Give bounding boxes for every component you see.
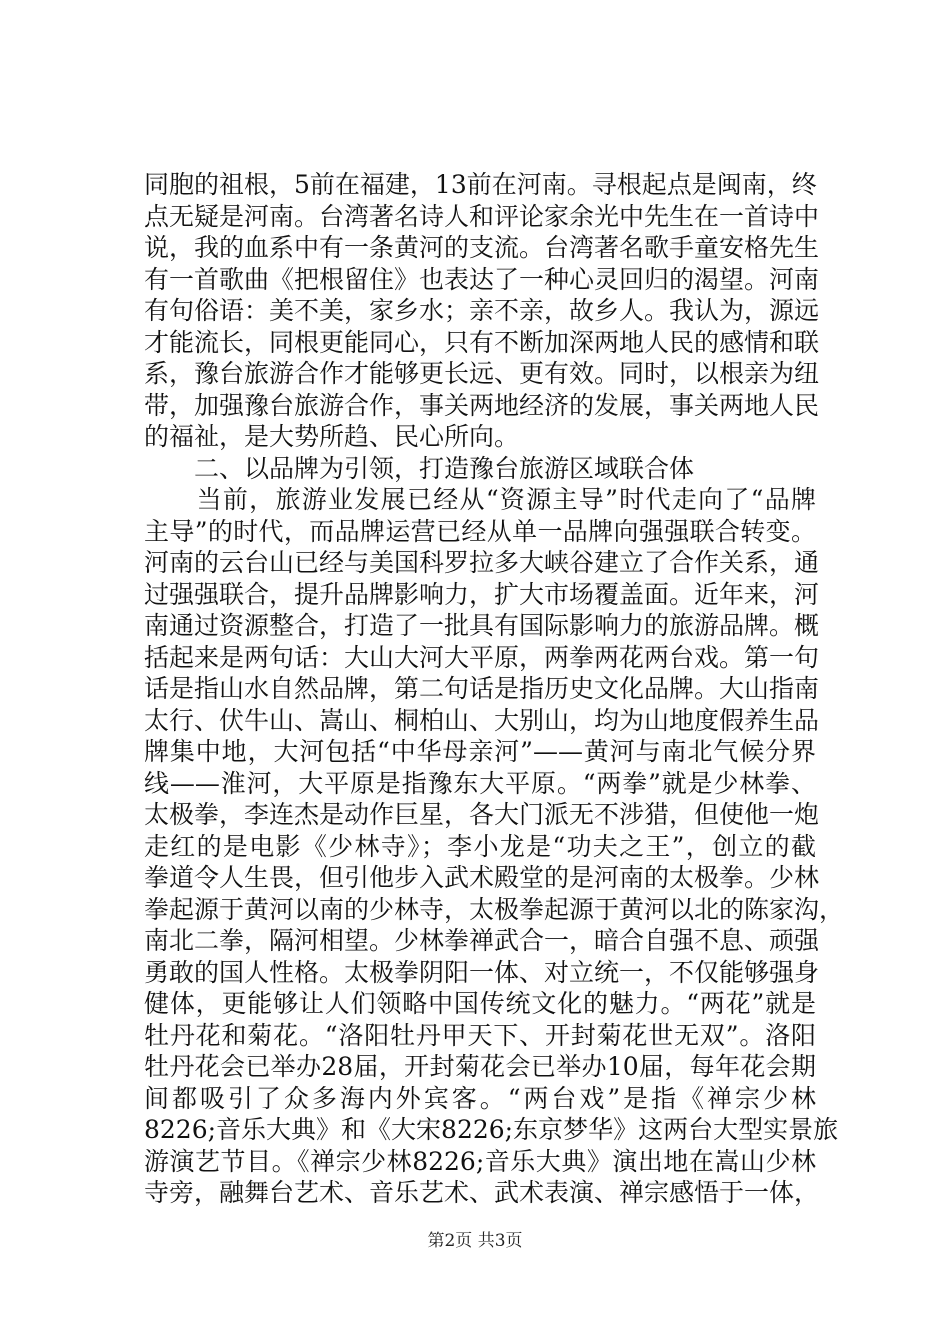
text-line: 寺旁，融舞台艺术、音乐艺术、武术表演、禅宗感悟于一体， [144,1178,820,1207]
text-line: 间都吸引了众多海内外宾客。“两台戏”是指《禅宗少林 [144,1083,816,1113]
text-line: 太行、伏牛山、嵩山、桐柏山、大别山，均为山地度假养生品 [144,705,820,735]
text-line: 河南的云台山已经与美国科罗拉多大峡谷建立了合作关系，通 [144,548,820,577]
text-line: 南通过资源整合，打造了一批具有国际影响力的旅游品牌。概 [144,611,820,640]
text-line: 的福祉，是大势所趋、民心所向。 [144,422,520,451]
text-line: 过强强联合，提升品牌影响力，扩大市场覆盖面。近年来，河 [144,579,820,609]
text-line: 线——淮河，大平原是指豫东大平原。“两拳”就是少林拳、 [144,768,816,798]
text-line: 主导”的时代，而品牌运营已经从单一品牌向强强联合转变。 [144,516,816,546]
text-line: 拳起源于黄河以南的少林寺，太极拳起源于黄河以北的陈家沟， [144,894,845,924]
text-line: 拳道令人生畏，但引他步入武术殿堂的是河南的太极拳。少林 [144,863,820,892]
text-line: 有一首歌曲《把根留住》也表达了一种心灵回归的渴望。河南 [144,264,820,294]
text-line: 8226;音乐大典》和《大宋8226;东京梦华》这两台大型实景旅 [144,1115,839,1144]
text-line: 带，加强豫台旅游合作，事关两地经济的发展，事关两地人民 [144,390,820,420]
text-line: 牌集中地，大河包括“中华母亲河”——黄河与南北气候分界 [144,737,816,766]
text-line: 南北二拳，隔河相望。少林拳禅武合一，暗合自强不息、顽强 [144,926,820,955]
text-line: 走红的是电影《少林寺》；李小龙是“功夫之王”，创立的截 [144,831,816,861]
text-line: 二、以品牌为引领，打造豫台旅游区域联合体 [144,453,695,483]
text-line: 系，豫台旅游合作才能够更长远、更有效。同时，以根亲为纽 [144,359,820,388]
text-line: 游演艺节目。《禅宗少林8226;音乐大典》演出地在嵩山少林 [144,1146,816,1176]
text-line: 牡丹花会已举办28届，开封菊花会已举办10届，每年花会期 [144,1052,816,1081]
text-line: 太极拳，李连杰是动作巨星，各大门派无不涉猎，但使他一炮 [144,800,820,829]
text-line: 话是指山水自然品牌，第二句话是指历史文化品牌。大山指南 [144,674,820,703]
text-line: 勇敢的国人性格。太极拳阴阳一体、对立统一，不仅能够强身 [144,957,820,987]
text-line: 当前，旅游业发展已经从“资源主导”时代走向了“品牌 [144,485,816,514]
text-line: 牡丹花和菊花。“洛阳牡丹甲天下、开封菊花世无双”。洛阳 [144,1020,816,1050]
text-line: 健体，更能够让人们领略中国传统文化的魅力。“两花”就是 [144,989,816,1018]
text-line: 才能流长，同根更能同心，只有不断加深两地人民的感情和联 [144,327,820,357]
page-footer: 第2页 共3页 [427,1231,523,1251]
text-line: 同胞的祖根，5前在福建，13前在河南。寻根起点是闽南，终 [144,170,817,199]
text-line: 点无疑是河南。台湾著名诗人和评论家余光中先生在一首诗中 [144,201,820,231]
text-line: 括起来是两句话：大山大河大平原，两拳两花两台戏。第一句 [144,642,820,672]
body-text [144,169,845,1209]
text-line: 有句俗语：美不美，家乡水；亲不亲，故乡人。我认为，源远 [144,296,820,325]
text-line: 说，我的血系中有一条黄河的支流。台湾著名歌手童安格先生 [144,233,820,262]
